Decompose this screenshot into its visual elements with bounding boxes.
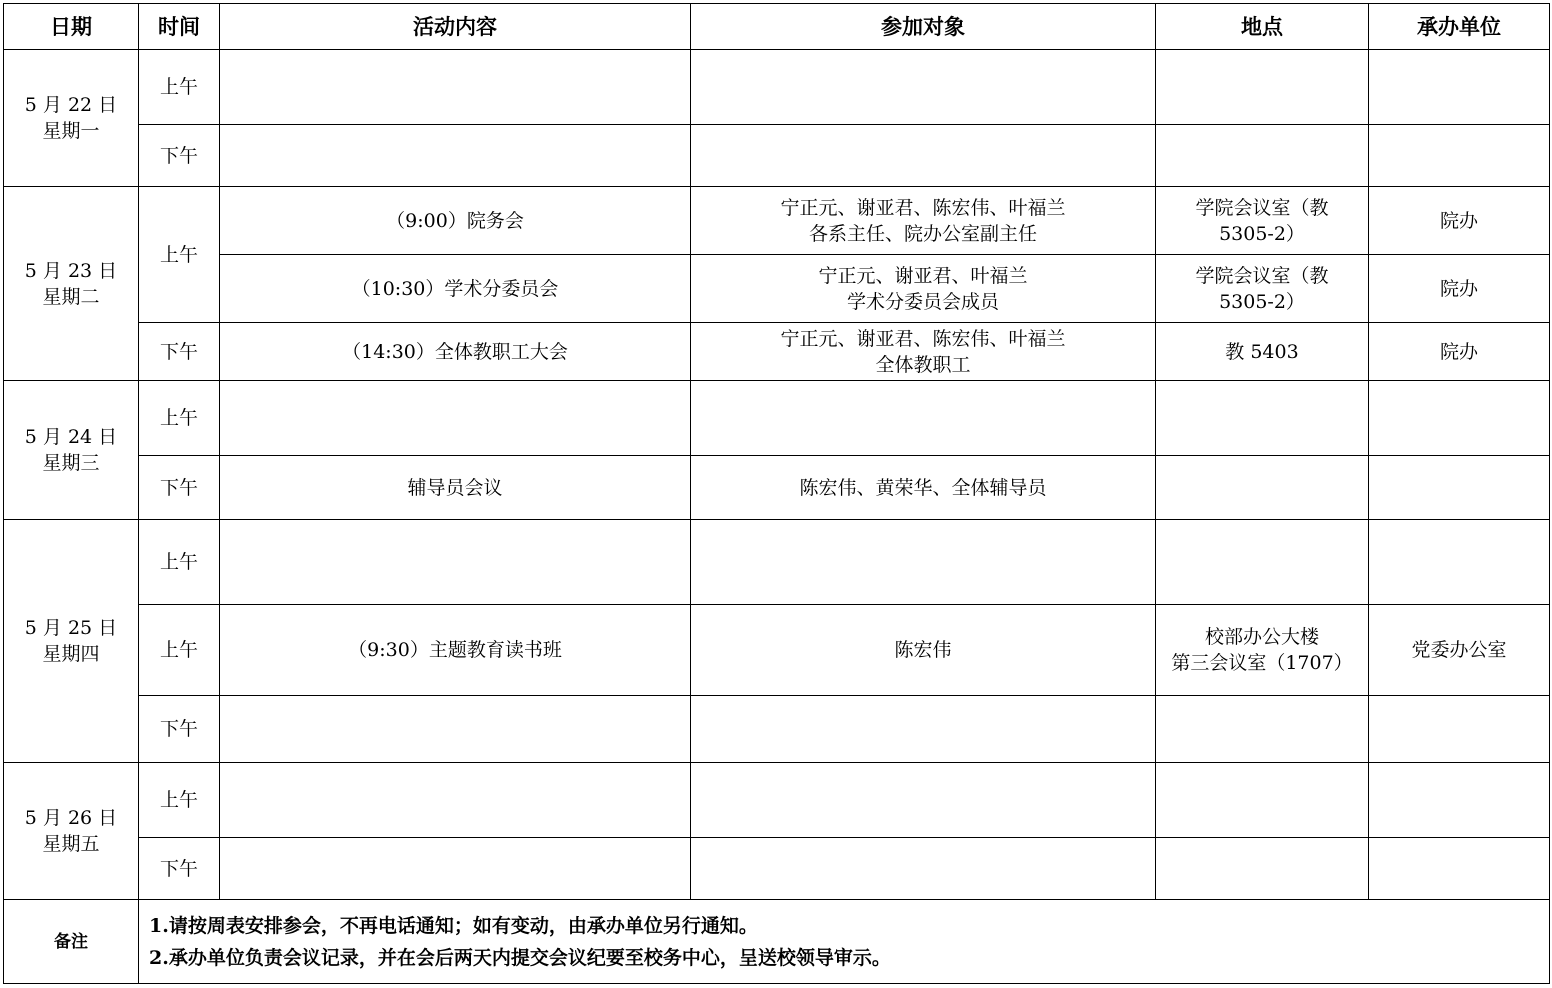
location-cell bbox=[1156, 50, 1369, 125]
participants-cell bbox=[691, 381, 1156, 456]
weekday-text: 星期四 bbox=[42, 643, 100, 665]
table-row bbox=[4, 520, 1550, 605]
location-cell bbox=[1156, 838, 1369, 900]
table-row bbox=[4, 605, 1550, 696]
location-line: 第三会议室（1707） bbox=[1171, 652, 1353, 674]
activity-cell bbox=[220, 763, 691, 838]
participants-line: 各系主任、院办公室副主任 bbox=[808, 222, 1037, 245]
activity-cell: （10:30）学术分委员会 bbox=[220, 255, 691, 323]
time-cell: 下午 bbox=[139, 838, 220, 900]
organizer-cell: 院办 bbox=[1369, 187, 1550, 255]
location-cell bbox=[1156, 125, 1369, 187]
remarks-row bbox=[4, 900, 1550, 984]
activity-cell: （9:30）主题教育读书班 bbox=[220, 605, 691, 696]
participants-cell bbox=[691, 605, 1156, 696]
location-line: 学院会议室（教 bbox=[1195, 264, 1329, 287]
location-cell bbox=[1156, 520, 1369, 605]
participants-cell bbox=[691, 255, 1156, 323]
date-text: 5 月 26 日 bbox=[24, 807, 118, 829]
time-cell: 下午 bbox=[139, 125, 220, 187]
weekday-text: 星期一 bbox=[42, 120, 100, 142]
activity-cell bbox=[220, 381, 691, 456]
participants-line: 陈宏伟 bbox=[894, 639, 952, 661]
header-organizer: 承办单位 bbox=[1369, 4, 1550, 50]
time-cell: 上午 bbox=[139, 381, 220, 456]
organizer-cell: 院办 bbox=[1369, 323, 1550, 381]
date-cell bbox=[4, 50, 139, 187]
location-line: 5305-2） bbox=[1219, 222, 1305, 245]
weekday-text: 星期三 bbox=[42, 452, 100, 474]
participants-cell bbox=[691, 323, 1156, 381]
location-line: 学院会议室（教 bbox=[1195, 196, 1329, 219]
organizer-cell bbox=[1369, 838, 1550, 900]
date-cell bbox=[4, 763, 139, 900]
location-line: 校部办公大楼 bbox=[1204, 626, 1319, 648]
header-row bbox=[4, 4, 1550, 50]
participants-line: 全体教职工 bbox=[875, 353, 971, 376]
time-cell: 上午 bbox=[139, 187, 220, 323]
location-cell bbox=[1156, 696, 1369, 763]
activity-cell: 辅导员会议 bbox=[220, 456, 691, 520]
remark-line: 2.承办单位负责会议记录，并在会后两天内提交会议纪要至校务中心，呈送校领导审示。 bbox=[149, 946, 891, 969]
table-row bbox=[4, 456, 1550, 520]
organizer-cell bbox=[1369, 381, 1550, 456]
organizer-cell bbox=[1369, 696, 1550, 763]
date-cell bbox=[4, 187, 139, 381]
activity-cell: （9:00）院务会 bbox=[220, 187, 691, 255]
participants-line: 学术分委员会成员 bbox=[846, 290, 999, 313]
location-cell bbox=[1156, 381, 1369, 456]
time-cell: 下午 bbox=[139, 456, 220, 520]
location-cell bbox=[1156, 605, 1369, 696]
table-row bbox=[4, 763, 1550, 838]
location-line: 5305-2） bbox=[1219, 290, 1305, 313]
activity-cell bbox=[220, 838, 691, 900]
participants-cell bbox=[691, 763, 1156, 838]
header-location: 地点 bbox=[1156, 4, 1369, 50]
participants-cell bbox=[691, 125, 1156, 187]
location-cell bbox=[1156, 456, 1369, 520]
participants-cell bbox=[691, 456, 1156, 520]
participants-line: 宁正元、谢亚君、陈宏伟、叶福兰 bbox=[780, 327, 1066, 350]
participants-line: 陈宏伟、黄荣华、全体辅导员 bbox=[799, 476, 1047, 499]
organizer-cell bbox=[1369, 125, 1550, 187]
header-time: 时间 bbox=[139, 4, 220, 50]
header-date: 日期 bbox=[4, 4, 139, 50]
time-cell: 下午 bbox=[139, 323, 220, 381]
organizer-cell bbox=[1369, 456, 1550, 520]
date-cell bbox=[4, 381, 139, 520]
table-row bbox=[4, 187, 1550, 255]
header-participants: 参加对象 bbox=[691, 4, 1156, 50]
table-row bbox=[4, 323, 1550, 381]
date-text: 5 月 22 日 bbox=[24, 94, 118, 116]
weekly-schedule-table bbox=[3, 3, 1550, 984]
organizer-cell: 党委办公室 bbox=[1369, 605, 1550, 696]
participants-cell bbox=[691, 696, 1156, 763]
participants-cell bbox=[691, 838, 1156, 900]
participants-line: 宁正元、谢亚君、叶福兰 bbox=[818, 264, 1028, 287]
time-cell: 上午 bbox=[139, 50, 220, 125]
location-line: 教 5403 bbox=[1225, 340, 1299, 363]
participants-cell bbox=[691, 187, 1156, 255]
table-row bbox=[4, 125, 1550, 187]
date-cell bbox=[4, 520, 139, 763]
organizer-cell bbox=[1369, 50, 1550, 125]
remark-line: 1.请按周表安排参会，不再电话通知；如有变动，由承办单位另行通知。 bbox=[149, 914, 758, 937]
location-cell bbox=[1156, 187, 1369, 255]
remarks-label: 备注 bbox=[4, 900, 139, 984]
weekday-text: 星期二 bbox=[42, 285, 100, 308]
participants-cell bbox=[691, 520, 1156, 605]
participants-cell bbox=[691, 50, 1156, 125]
organizer-cell bbox=[1369, 520, 1550, 605]
location-cell bbox=[1156, 763, 1369, 838]
table-row bbox=[4, 255, 1550, 323]
header-activity: 活动内容 bbox=[220, 4, 691, 50]
time-cell: 上午 bbox=[139, 605, 220, 696]
table-row bbox=[4, 381, 1550, 456]
weekday-text: 星期五 bbox=[42, 833, 100, 855]
time-cell: 上午 bbox=[139, 763, 220, 838]
location-cell bbox=[1156, 323, 1369, 381]
date-text: 5 月 23 日 bbox=[24, 259, 118, 282]
time-cell: 下午 bbox=[139, 696, 220, 763]
organizer-cell: 院办 bbox=[1369, 255, 1550, 323]
activity-cell bbox=[220, 520, 691, 605]
remarks-text bbox=[139, 900, 1550, 984]
participants-line: 宁正元、谢亚君、陈宏伟、叶福兰 bbox=[780, 196, 1066, 219]
table-row bbox=[4, 696, 1550, 763]
activity-cell bbox=[220, 125, 691, 187]
table-row bbox=[4, 838, 1550, 900]
activity-cell bbox=[220, 50, 691, 125]
location-cell bbox=[1156, 255, 1369, 323]
activity-cell bbox=[220, 696, 691, 763]
date-text: 5 月 24 日 bbox=[24, 426, 118, 448]
date-text: 5 月 25 日 bbox=[24, 617, 118, 639]
table-row bbox=[4, 50, 1550, 125]
organizer-cell bbox=[1369, 763, 1550, 838]
activity-cell: （14:30）全体教职工大会 bbox=[220, 323, 691, 381]
time-cell: 上午 bbox=[139, 520, 220, 605]
